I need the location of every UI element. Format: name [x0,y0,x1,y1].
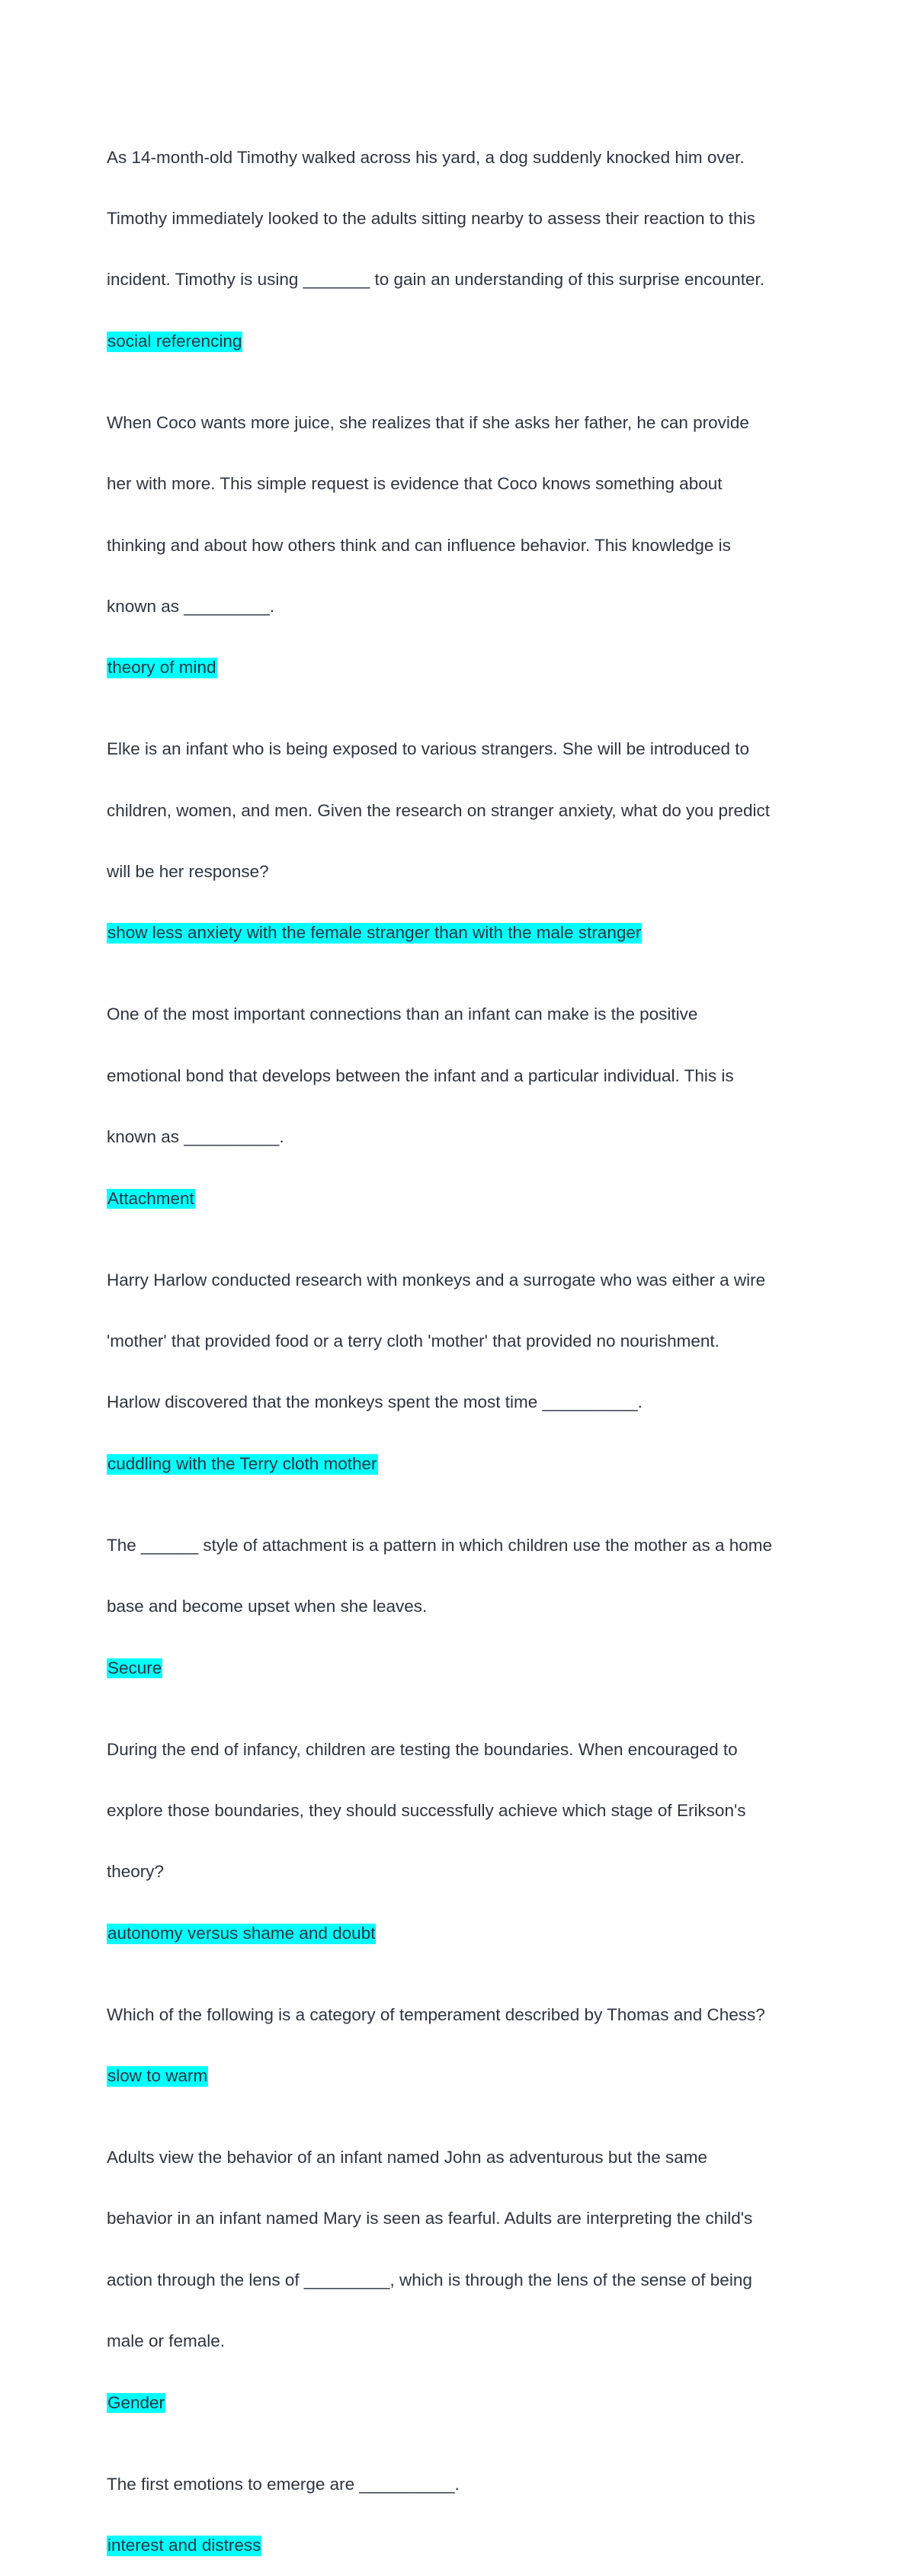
answer-highlight: social referencing [107,331,242,351]
question-line: The first emotions to emerge are __________. [107,2474,460,2494]
question-text [107,2433,816,2536]
question-line: Timothy immediately looked to the adults sitting nearby to assess their reaction to this [107,208,755,228]
question-text [107,107,816,332]
qa-item-9 [107,2107,816,2413]
qa-item-8 [107,1964,816,2087]
qa-item-2 [107,372,816,678]
question-text [107,1495,816,1658]
question-line: The ______ style of attachment is a pattern in which children use the mother as a home [107,1535,772,1555]
question-text [107,699,816,924]
question-line: action through the lens of _________, which is through the lens of the sense of being [107,2270,752,2289]
question-line: incident. Timothy is using _______ to gain an understanding of this surprise encounter. [107,270,765,290]
qa-item-3 [107,699,816,944]
question-line: base and become upset when she leaves. [107,1597,428,1616]
question-line: emotional bond that develops between the infant and a particular individual. This is [107,1065,734,1085]
question-line: Elke is an infant who is being exposed to various strangers. She will be introduced to [107,739,749,759]
question-line: known as _________. [107,596,275,616]
qa-item-4 [107,964,816,1210]
question-line: During the end of infancy, children are testing the boundaries. When encouraged to [107,1739,738,1759]
question-line: thinking and about how others think and can influence behavior. This knowledge is [107,535,731,555]
qa-item-7 [107,1699,816,1944]
question-text [107,1699,816,1924]
answer-highlight: Attachment [107,1188,194,1208]
qa-item-5 [107,1229,816,1475]
qa-item-1 [107,107,816,352]
question-line: children, women, and men. Given the research on stranger anxiety, what do you predict [107,800,771,820]
answer-highlight: autonomy versus shame and doubt [107,1923,376,1943]
question-line: male or female. [107,2331,226,2351]
answer-highlight: show less anxiety with the female stranger than with the male stranger [107,923,642,943]
question-line: Which of the following is a category of temperament described by Thomas and Chess? [107,2004,765,2024]
question-line: Harry Harlow conducted research with monkeys and a surrogate who was either a wire [107,1270,766,1290]
question-line: behavior in an infant named Mary is seen as fearful. Adults are interpreting the child's [107,2209,753,2228]
answer-highlight: slow to warm [107,2066,208,2086]
question-text [107,1964,816,2066]
question-line: 'mother' that provided food or a terry cloth 'mother' that provided no nourishment. [107,1331,720,1350]
answer-highlight: theory of mind [107,658,216,678]
question-text [107,372,816,658]
qa-item-10 [107,2433,816,2556]
answer-highlight: cuddling with the Terry cloth mother [107,1453,377,1473]
question-line: One of the most important connections than an infant can make is the positive [107,1004,698,1024]
document-page [107,107,816,2576]
answer-highlight: Gender [107,2392,165,2412]
question-text [107,964,816,1189]
question-line: theory? [107,1862,165,1882]
question-line: her with more. This simple request is evidence that Coco knows something about [107,474,723,494]
question-line: As 14-month-old Timothy walked across his yard, a dog suddenly knocked him over. [107,147,745,167]
question-line: known as __________. [107,1127,284,1147]
question-line: Adults view the behavior of an infant named John as adventurous but the same [107,2148,707,2167]
answer-highlight: Secure [107,1658,162,1677]
question-text [107,2107,816,2392]
question-line: will be her response? [107,862,269,882]
question-line: explore those boundaries, they should successfully achieve which stage of Erikson's [107,1800,746,1820]
question-line: Harlow discovered that the monkeys spent the most time __________. [107,1392,643,1412]
qa-item-6 [107,1495,816,1678]
question-text [107,1229,816,1454]
answer-highlight: interest and distress [107,2536,261,2555]
question-line: When Coco wants more juice, she realizes that if she asks her father, he can provide [107,412,749,432]
